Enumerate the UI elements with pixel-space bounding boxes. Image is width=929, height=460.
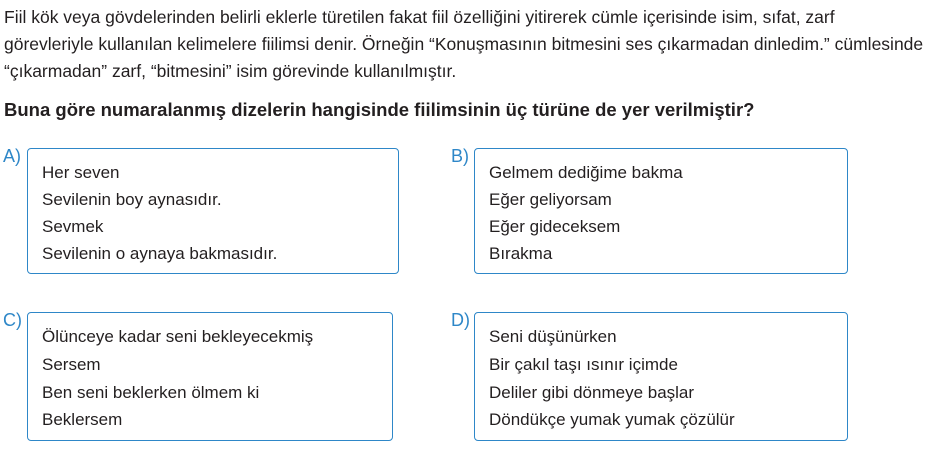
option-line: Seni düşünürken (489, 327, 617, 346)
option-line: Gelmem dediğime bakma (489, 163, 683, 182)
option-line: Ben seni beklerken ölmem ki (42, 383, 260, 402)
option-line: Sevilenin o aynaya bakmasıdır. (42, 244, 278, 263)
option-letter: B) (451, 146, 469, 166)
question-text: Buna göre numaralanmış dizelerin hangisinde fiilimsinin üç türüne de yer verilmiştir? (4, 99, 755, 120)
option-line: Sersem (42, 355, 101, 374)
option-line: Eğer gideceksem (489, 217, 621, 236)
option-line: Sevmek (42, 217, 104, 236)
option-line: Deliler gibi dönmeye başlar (489, 383, 695, 402)
option-line: Döndükçe yumak yumak çözülür (489, 410, 735, 429)
option-box (27, 148, 399, 274)
option-letter: D) (451, 310, 470, 330)
option-box (474, 148, 848, 274)
option-line: Her seven (42, 163, 120, 182)
option-line: Bırakma (489, 244, 553, 263)
option-box (27, 312, 393, 441)
option-line: Ölünceye kadar seni bekleyecekmiş (42, 327, 314, 346)
option-line: Beklersem (42, 410, 123, 429)
option-letter: C) (3, 310, 22, 330)
option-letter: A) (3, 146, 21, 166)
option-line: Bir çakıl taşı ısınır içimde (489, 355, 678, 374)
option-box (474, 312, 848, 441)
intro-paragraph: Fiil kök veya gövdelerinden belirli eklerle türetilen fakat fiil özelliğini yitirerek cümle içerisinde isim, sıfat, zarf görevleriyle kullanılan kelimelere fiilimsi denir. Örneğin “Konuşmasının bitmesini ses çıkarmadan dinledim.” cümlesinde “çıkarmadan” zarf, “bitmesini” isim görevinde kullanılmıştır. (4, 7, 924, 81)
option-line: Eğer geliyorsam (489, 190, 612, 209)
option-line: Sevilenin boy aynasıdır. (42, 190, 222, 209)
